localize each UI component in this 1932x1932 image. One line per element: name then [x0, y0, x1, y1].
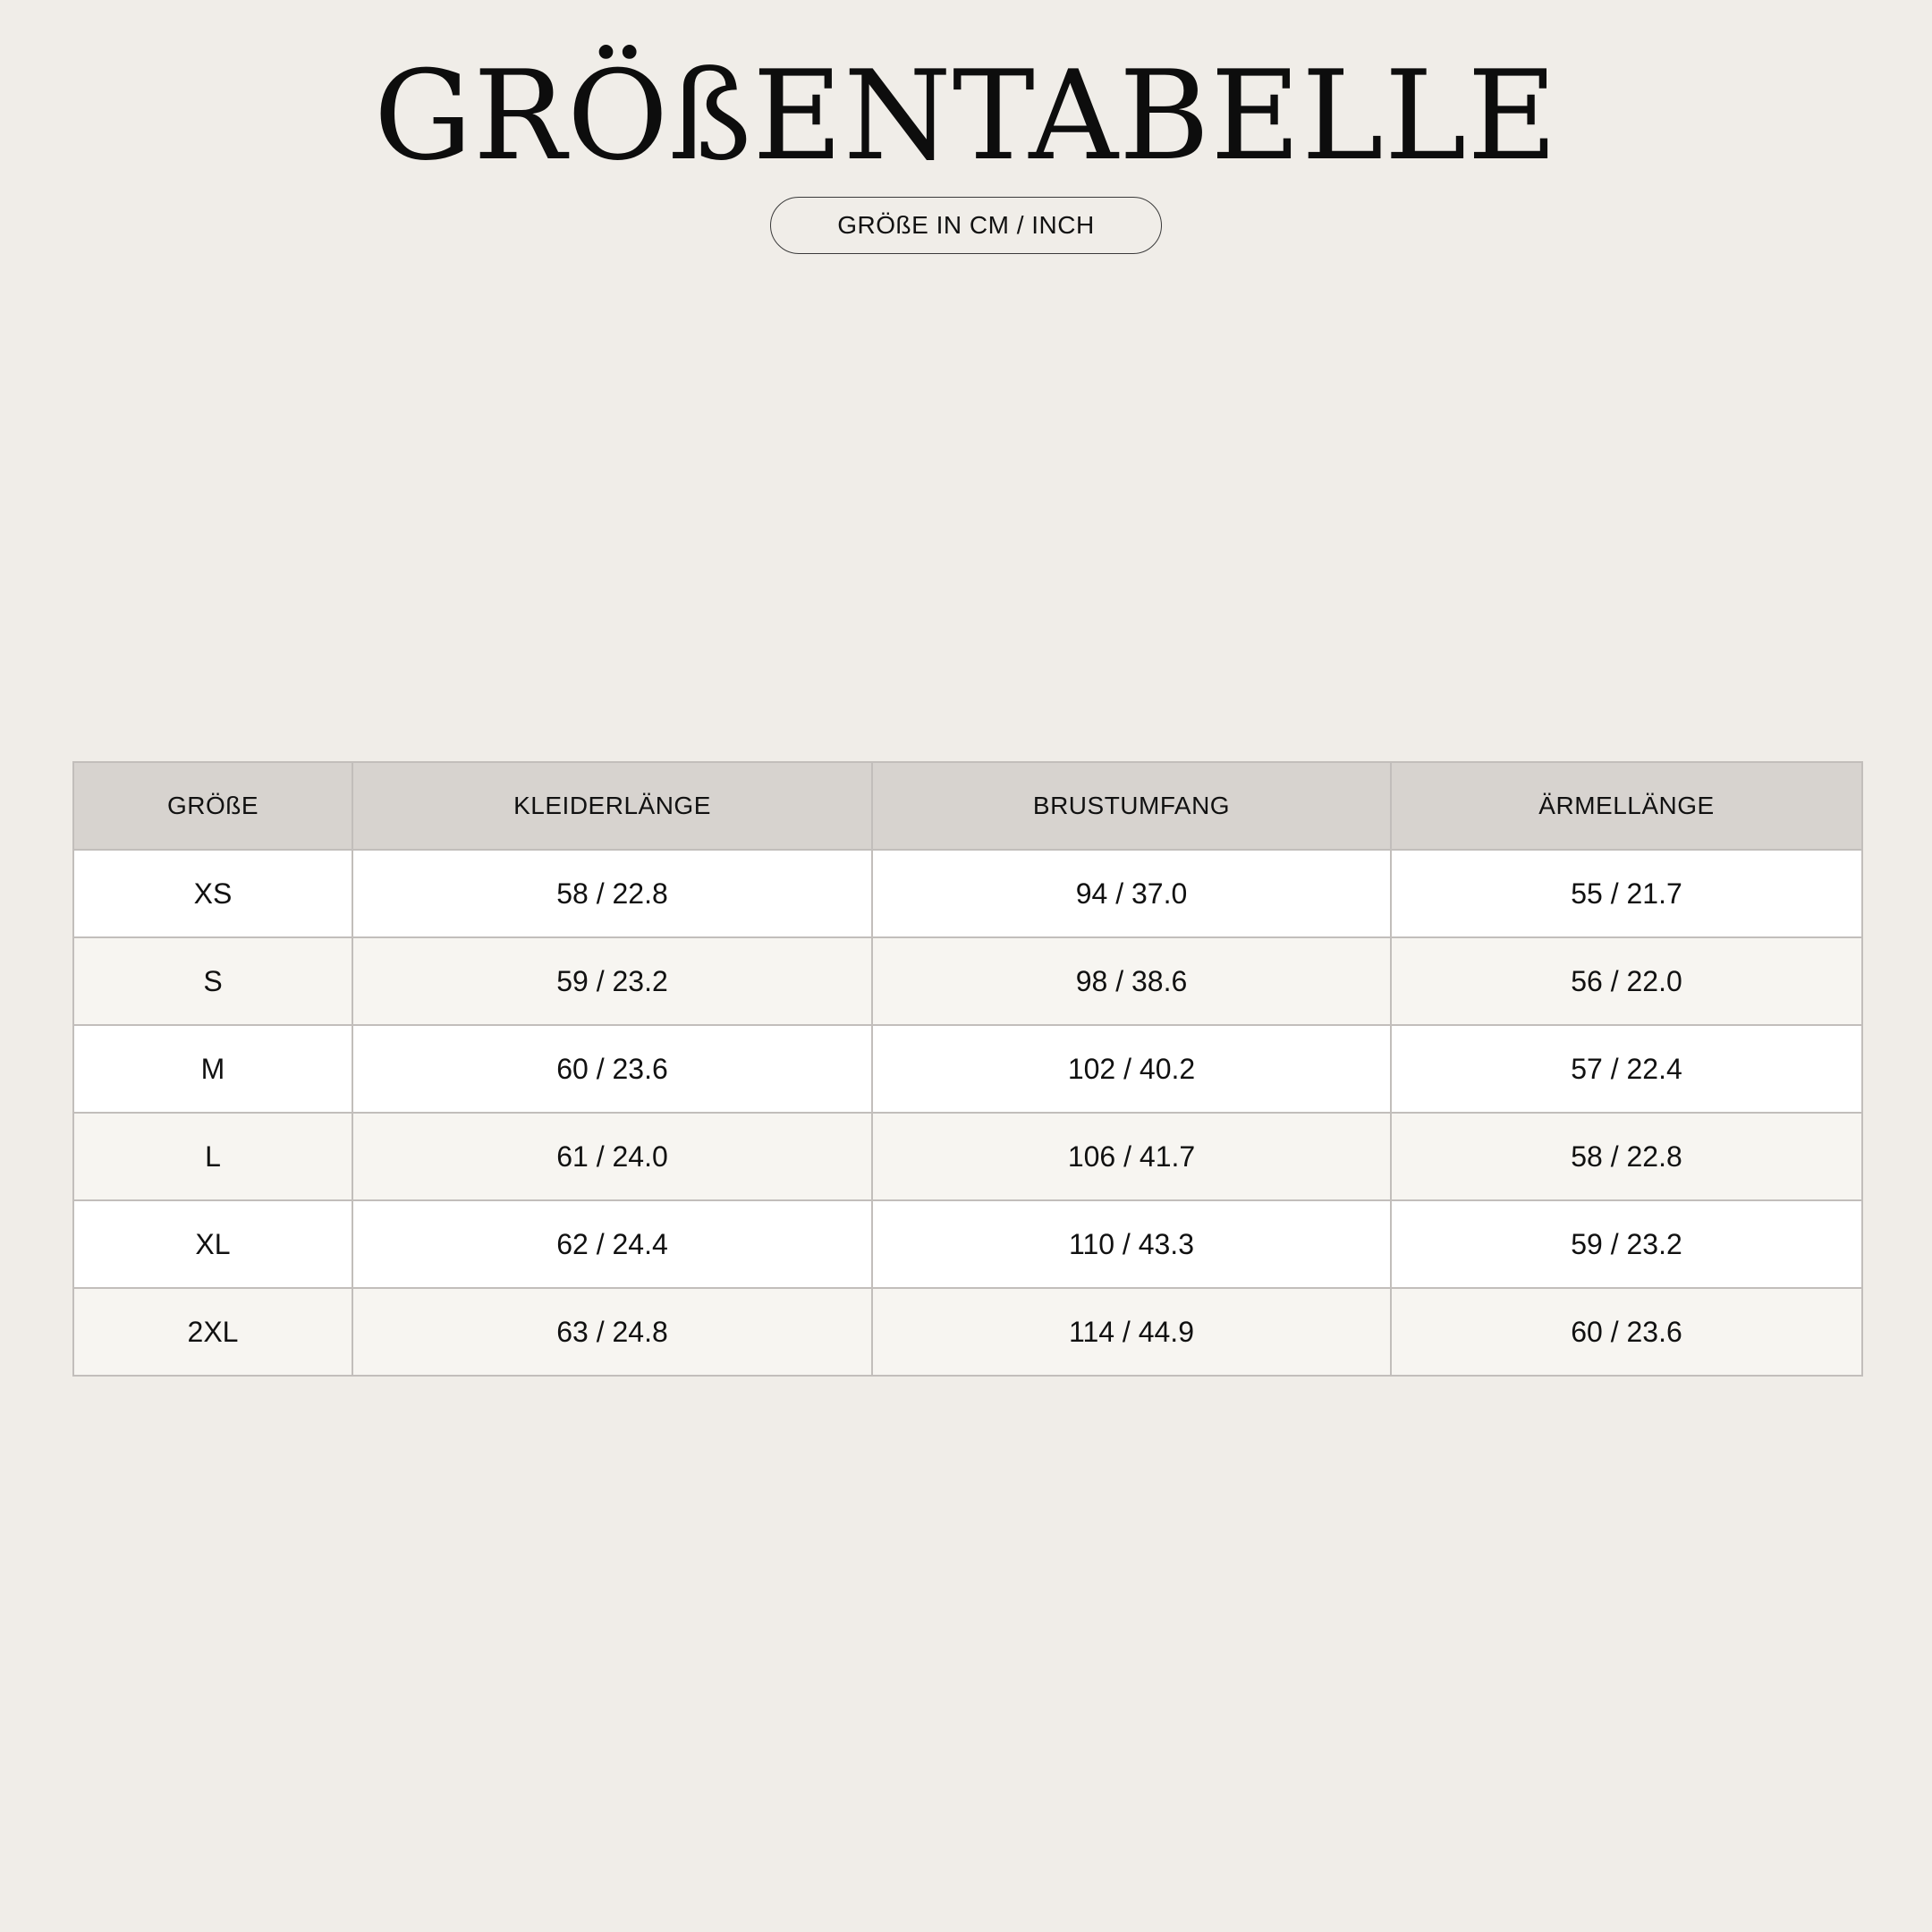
table-row	[73, 937, 1862, 1025]
table-cell: S	[73, 937, 352, 1025]
table-cell: 59 / 23.2	[352, 937, 872, 1025]
table-row	[73, 1200, 1862, 1288]
table-cell: 106 / 41.7	[872, 1113, 1391, 1200]
table-cell: 57 / 22.4	[1391, 1025, 1862, 1113]
table-cell: 58 / 22.8	[1391, 1113, 1862, 1200]
table-cell: XS	[73, 850, 352, 937]
table-cell: 60 / 23.6	[1391, 1288, 1862, 1376]
table-cell: 58 / 22.8	[352, 850, 872, 937]
table-cell: XL	[73, 1200, 352, 1288]
table-header-row	[73, 762, 1862, 850]
table-cell: 59 / 23.2	[1391, 1200, 1862, 1288]
table-cell: 98 / 38.6	[872, 937, 1391, 1025]
table-cell: L	[73, 1113, 352, 1200]
table-cell: M	[73, 1025, 352, 1113]
table-cell: 62 / 24.4	[352, 1200, 872, 1288]
table-cell: 61 / 24.0	[352, 1113, 872, 1200]
size-table	[72, 761, 1863, 1377]
table-row	[73, 1288, 1862, 1376]
table-cell: 2XL	[73, 1288, 352, 1376]
column-header-chest: BRUSTUMFANG	[872, 762, 1391, 850]
table-cell: 63 / 24.8	[352, 1288, 872, 1376]
column-header-dress-length: KLEIDERLÄNGE	[352, 762, 872, 850]
table-cell: 102 / 40.2	[872, 1025, 1391, 1113]
table-row	[73, 1025, 1862, 1113]
table-row	[73, 1113, 1862, 1200]
table-cell: 110 / 43.3	[872, 1200, 1391, 1288]
table-cell: 60 / 23.6	[352, 1025, 872, 1113]
column-header-sleeve-length: ÄRMELLÄNGE	[1391, 762, 1862, 850]
column-header-size: GRÖßE	[73, 762, 352, 850]
page-title: GRÖßENTABELLE	[373, 44, 1559, 188]
table-cell: 55 / 21.7	[1391, 850, 1862, 937]
table-row	[73, 850, 1862, 937]
table-cell: 94 / 37.0	[872, 850, 1391, 937]
unit-badge: GRÖßE IN CM / INCH	[770, 197, 1162, 254]
table-cell: 114 / 44.9	[872, 1288, 1391, 1376]
table-cell: 56 / 22.0	[1391, 937, 1862, 1025]
